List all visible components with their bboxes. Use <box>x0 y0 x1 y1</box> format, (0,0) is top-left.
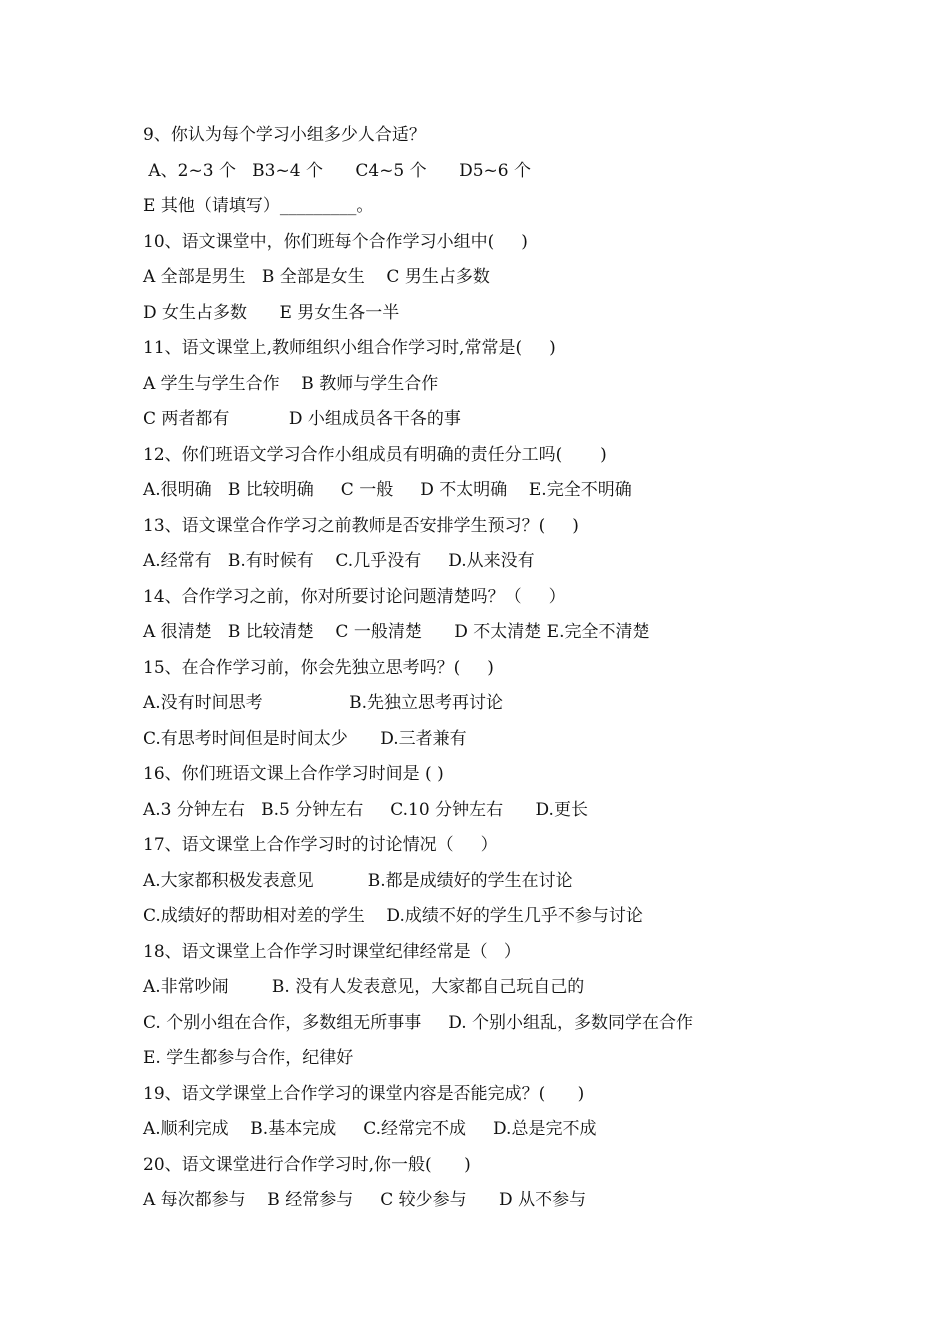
text-line: A.3 分钟左右 B.5 分钟左右 C.10 分钟左右 D.更长 <box>143 799 588 820</box>
text-line: A 学生与学生合作 B 教师与学生合作 <box>143 373 439 394</box>
text-line: E 其他（请填写）_________。 <box>143 196 374 216</box>
text-line: 11、语文课堂上,教师组织小组合作学习时,常常是( ) <box>143 338 556 358</box>
text-line: A 每次都参与 B 经常参与 C 较少参与 D 从不参与 <box>143 1190 587 1210</box>
text-line: A.非常吵闹 B. 没有人发表意见，大家都自己玩自己的 <box>143 977 585 997</box>
text-line: 20、语文课堂进行合作学习时,你一般( ) <box>143 1154 471 1175</box>
text-line: C 两者都有 D 小组成员各干各的事 <box>143 409 461 429</box>
text-line: 10、语文课堂中，你们班每个合作学习小组中( ) <box>143 231 528 252</box>
text-line: 16、你们班语文课上合作学习时间是 ( ) <box>143 764 444 784</box>
text-line: A.很明确 B 比较明确 C 一般 D 不太明确 E.完全不明确 <box>143 480 632 500</box>
text-line: A.顺利完成 B.基本完成 C.经常完不成 D.总是完不成 <box>143 1119 597 1139</box>
text-line: A.没有时间思考 B.先独立思考再讨论 <box>143 693 504 713</box>
text-line: C. 个别小组在合作，多数组无所事事 D. 个别小组乱，多数同学在合作 <box>143 1012 694 1033</box>
text-line: C.有思考时间但是时间太少 D.三者兼有 <box>143 728 467 749</box>
text-line: 15、在合作学习前，你会先独立思考吗？( ) <box>143 657 494 678</box>
text-line: 17、语文课堂上合作学习时的讨论情况（ ） <box>143 835 498 855</box>
text-line: 19、语文学课堂上合作学习的课堂内容是否能完成？( ) <box>143 1083 585 1104</box>
text-line: 14、合作学习之前，你对所要讨论问题清楚吗？（ ） <box>143 586 566 607</box>
text-line: A.经常有 B.有时候有 C.几乎没有 D.从来没有 <box>143 551 535 571</box>
questionnaire-body <box>143 118 843 1219</box>
text-line: 12、你们班语文学习合作小组成员有明确的责任分工吗( ) <box>143 444 607 465</box>
text-line: 13、语文课堂合作学习之前教师是否安排学生预习？( ) <box>143 515 579 536</box>
text-line: E. 学生都参与合作，纪律好 <box>143 1048 354 1068</box>
text-line: A、2~3 个 B3~4 个 C4~5 个 D5~6 个 <box>143 160 531 181</box>
text-line: A 全部是男生 B 全部是女生 C 男生占多数 <box>143 267 490 287</box>
text-line: 9、你认为每个学习小组多少人合适？ <box>143 125 426 145</box>
text-line: A.大家都积极发表意见 B.都是成绩好的学生在讨论 <box>143 870 573 891</box>
text-line: A 很清楚 B 比较清楚 C 一般清楚 D 不太清楚 E.完全不清楚 <box>143 622 650 642</box>
text-line: D 女生占多数 E 男女生各一半 <box>143 302 400 323</box>
text-line: C.成绩好的帮助相对差的学生 D.成绩不好的学生几乎不参与讨论 <box>143 906 643 926</box>
text-line: 18、语文课堂上合作学习时课堂纪律经常是（ ） <box>143 941 521 962</box>
